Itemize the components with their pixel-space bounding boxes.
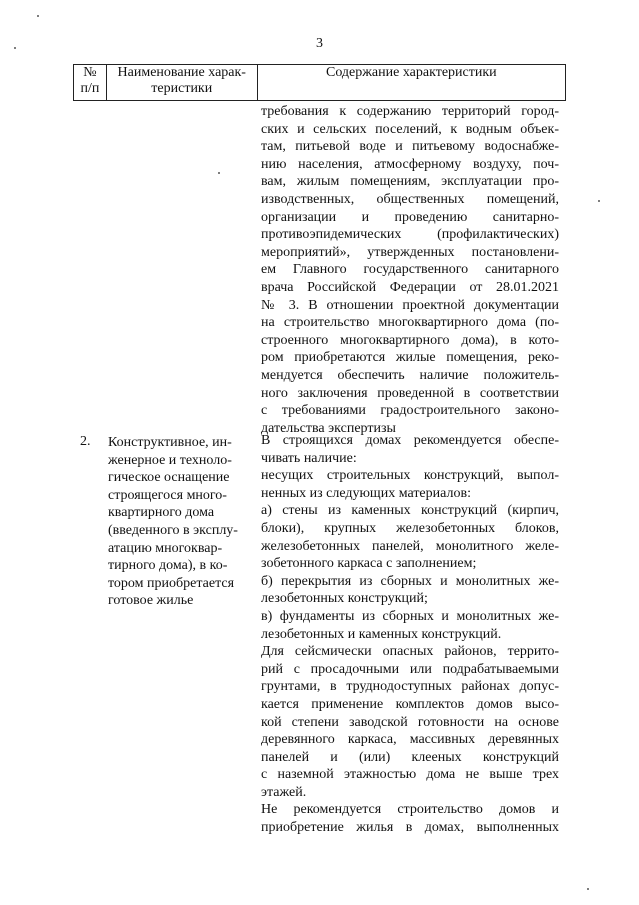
text-line: грунтами, в труднодоступных районах допус- xyxy=(261,679,559,695)
text-line: несущих строительных конструкций, выпол- xyxy=(261,468,559,484)
text-line: чивать наличие: xyxy=(261,450,357,466)
text-line: ем Главного государственного санитарного xyxy=(261,262,559,278)
text-line: врача Российской Федерации от 28.01.2021 xyxy=(261,279,559,295)
name-line: женерное и техноло- xyxy=(108,452,232,468)
text-line: железобетонных панелей, монолитного желе- xyxy=(261,538,559,554)
text-line: нию населения, атмосферному воздуху, поч- xyxy=(261,156,559,172)
text-line: а) стены из каменных конструкций (кирпич, xyxy=(261,503,559,519)
scan-speck xyxy=(598,200,600,202)
text-line: дательства экспертизы xyxy=(261,420,396,436)
text-line: в) фундаменты из сборных и монолитных же- xyxy=(261,608,559,624)
row2-content xyxy=(261,432,559,837)
block1-content xyxy=(261,103,559,437)
scan-speck xyxy=(587,888,589,890)
text-line: рий с просадочными или подрабатываемыми xyxy=(261,661,559,677)
table-header xyxy=(73,64,566,101)
name-line: Конструктивное, ин- xyxy=(108,435,232,450)
text-line: с требованиями градостроительного законо- xyxy=(261,403,559,419)
name-line: (введенного в эксплу- xyxy=(108,522,238,538)
scan-speck xyxy=(218,172,220,174)
text-line: на строительство многоквартирного дома (по- xyxy=(261,315,559,331)
scan-speck xyxy=(14,47,16,49)
text-line: требования к содержанию территорий город- xyxy=(261,104,559,119)
text-line: противоэпидемических (профилактических) xyxy=(261,227,559,243)
text-line: зобетонного каркаса с заполнением; xyxy=(261,556,477,572)
row2-name xyxy=(108,434,258,610)
text-line: с наземной этажностью дома не выше трех xyxy=(261,767,559,783)
text-line: приобретение жилья в домах, выполненных xyxy=(261,820,559,836)
header-content-cell xyxy=(257,65,565,101)
text-line: там, питьевой воде и питьевому водоснабже- xyxy=(261,139,559,155)
text-line: кой степени заводской готовности на основе xyxy=(261,714,559,730)
text-line: ских и сельских поселений, к водным объек- xyxy=(261,121,559,137)
text-line: деревянного каркаса, массивных деревянных xyxy=(261,732,559,748)
text-line: блоки), крупных железобетонных блоков, xyxy=(261,520,559,536)
name-line: гическое оснащение xyxy=(108,470,230,486)
header-name-line: Наименование харак- xyxy=(117,65,246,80)
text-line: № 3. В отношении проектной документации xyxy=(261,297,559,313)
name-line: квартирного дома xyxy=(108,505,215,521)
name-line: тирного дома), в ко- xyxy=(108,558,228,574)
name-line: готовое жилье xyxy=(108,593,194,609)
name-line: строящегося много- xyxy=(108,487,227,503)
header-num-line: № xyxy=(83,65,97,80)
header-name-cell xyxy=(106,65,257,101)
text-line: Для сейсмически опасных районов, террито- xyxy=(261,644,559,660)
header-name-line: теристики xyxy=(151,81,213,96)
scan-speck xyxy=(37,15,39,17)
text-line: мероприятий», утвержденных постановлени- xyxy=(261,244,559,260)
text-line: изводственных, общественных помещений, xyxy=(261,191,559,207)
text-line: лезобетонных конструкций; xyxy=(261,591,428,607)
page-number: 3 xyxy=(316,36,323,51)
text-line: панелей и (или) клееных конструкций xyxy=(261,749,559,765)
text-line: этажей. xyxy=(261,784,307,800)
text-line: В строящихся домах рекомендуется обеспе- xyxy=(261,433,559,448)
text-line: Не рекомендуется строительство домов и xyxy=(261,802,559,818)
name-line: тором приобретается xyxy=(108,575,235,591)
text-line: лезобетонных и каменных конструкций. xyxy=(261,626,502,642)
text-line: ного заключения проведенной в соответствии xyxy=(261,385,559,401)
text-line: кается применение комплектов домов высо- xyxy=(261,696,559,712)
text-line: организации и проведению санитарно- xyxy=(261,209,559,225)
name-line: атацию многоквар- xyxy=(108,540,223,556)
header-num-cell xyxy=(74,65,107,101)
text-line: б) перекрытия из сборных и монолитных же- xyxy=(261,573,559,589)
text-line: строенного многоквартирного дома), в кото- xyxy=(261,332,559,348)
header-num-line: п/п xyxy=(80,81,100,96)
text-line: ненных из следующих материалов: xyxy=(261,485,471,501)
text-line: ром приобретаются жилые помещения, реко- xyxy=(261,350,559,366)
text-line: вам, жилым помещениям, эксплуатации про- xyxy=(261,174,559,190)
row-number: 2. xyxy=(80,434,91,449)
text-line: мендуется обеспечить наличие положитель- xyxy=(261,367,559,383)
header-content-label: Содержание характеристики xyxy=(325,65,497,80)
